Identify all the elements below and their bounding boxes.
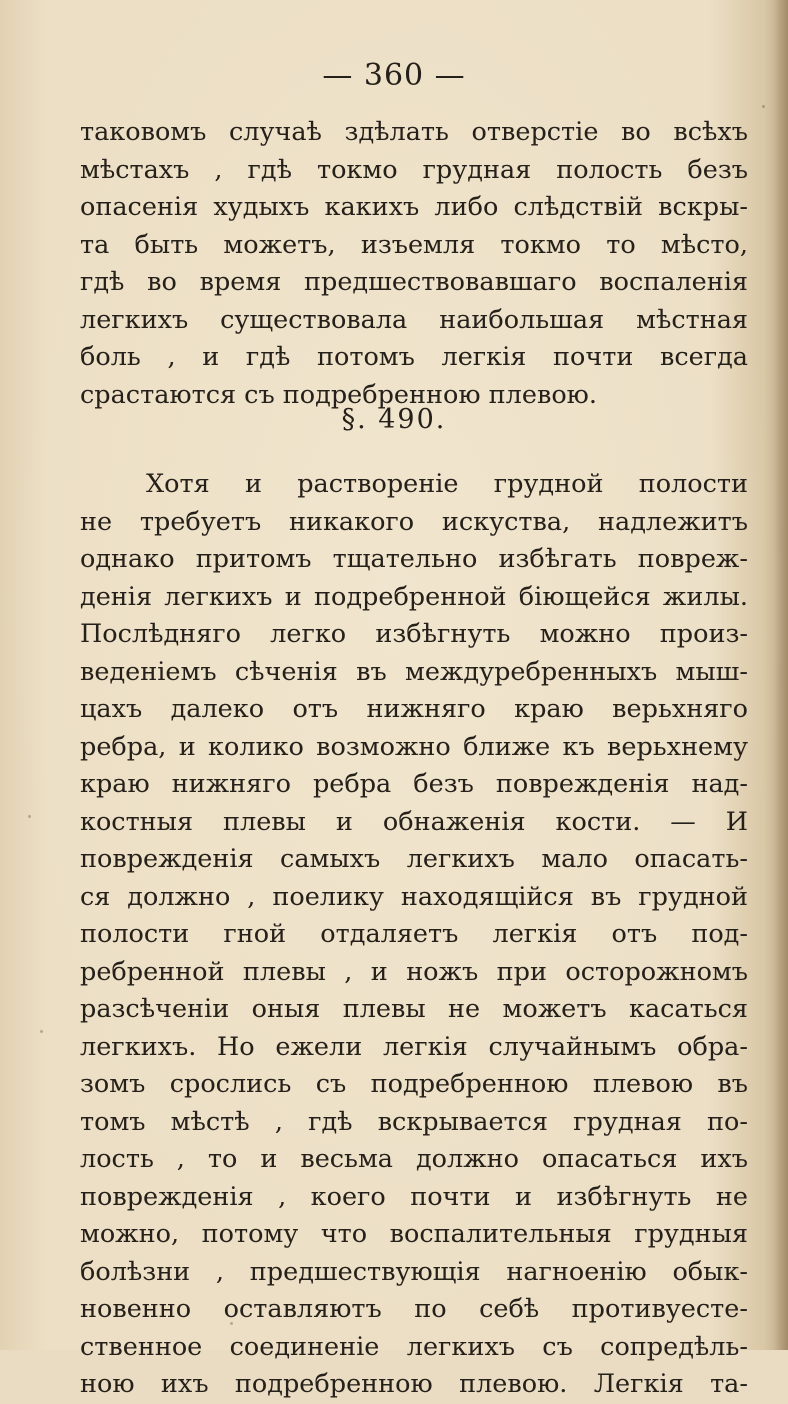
text-line: лость , то и весьма должно опасаться ихъ	[80, 1144, 748, 1174]
text-line: гдѣ во время предшествовавшаго воспаленія	[80, 267, 748, 297]
page-edge-shadow	[774, 0, 788, 1350]
paper-speck	[762, 105, 765, 108]
text-line: полости гной отдаляетъ легкія отъ под-	[80, 919, 748, 949]
text-line: болѣзни , предшествующія нагноенію обык-	[80, 1256, 748, 1287]
text-line: боль , и гдѣ потомъ легкія почти всегда	[80, 342, 748, 372]
text-line: опасенія худыхъ какихъ либо слѣдствій вскры-	[80, 192, 748, 222]
text-line: Хотя и раствореніе грудной полости	[146, 469, 748, 499]
text-line: ственное соединеніе легкихъ съ сопредѣль-	[80, 1331, 748, 1362]
text-line: можно, потому что воспалительныя грудныя	[80, 1219, 748, 1249]
text-line: срастаются съ подребренною плевою.	[80, 379, 597, 410]
text-line: та быть можетъ, изъемля токмо то мѣсто,	[80, 229, 748, 260]
paper-speck	[28, 815, 31, 818]
paper-speck	[40, 1030, 43, 1033]
text-line: ся должно , поелику находящійся въ грудной	[80, 881, 748, 912]
text-line: цахъ далеко отъ нижняго краю верьхняго	[80, 694, 748, 724]
text-line: поврежденія , коего почти и избѣгнуть не	[80, 1181, 748, 1212]
text-line: томъ мѣстѣ , гдѣ вскрывается грудная по-	[80, 1106, 748, 1137]
text-line: ребренной плевы , и ножъ при осторожномъ	[80, 956, 748, 987]
text-line: зомъ срослись съ подребренною плевою въ	[80, 1069, 748, 1099]
page-number: — 360 —	[322, 58, 466, 93]
text-line: Послѣдняго легко избѣгнуть можно произ-	[80, 619, 748, 649]
text-line: ною ихъ подребренною плевою. Легкія та-	[80, 1369, 748, 1399]
paragraph-section-490	[80, 466, 748, 1404]
text-line: краю нижняго ребра безъ поврежденія над-	[80, 769, 748, 799]
text-line: костныя плевы и обнаженія кости. — И	[80, 806, 748, 837]
text-line: легкихъ существовала наибольшая мѣстная	[80, 304, 748, 335]
text-line: не требуетъ никакого искуства, надлежитъ	[80, 506, 748, 537]
text-line: поврежденія самыхъ легкихъ мало опасать-	[80, 844, 748, 874]
text-line: таковомъ случаѣ здѣлать отверстіе во всѣхъ	[80, 117, 748, 147]
text-line: легкихъ. Но ежели легкія случайнымъ обра-	[80, 1031, 748, 1062]
section-heading: §. 490.	[341, 404, 447, 435]
text-line: веденіемъ сѣченія въ междуребренныхъ мыш-	[80, 656, 748, 687]
text-line: мѣстахъ , гдѣ токмо грудная полость безъ	[80, 154, 748, 185]
text-line: однако притомъ тщательно избѣгать повреж-	[80, 544, 748, 574]
text-line: денія легкихъ и подребренной біющейся жилы.	[80, 581, 748, 612]
text-line: новенно оставляютъ по себѣ противуесте-	[80, 1294, 748, 1324]
paragraph-continued	[80, 114, 748, 414]
text-line: ребра, и колико возможно ближе къ верьхнему	[80, 731, 748, 762]
paper-speck	[230, 1322, 233, 1325]
text-line: разсѣченіи оныя плевы не можетъ касаться	[80, 994, 748, 1024]
